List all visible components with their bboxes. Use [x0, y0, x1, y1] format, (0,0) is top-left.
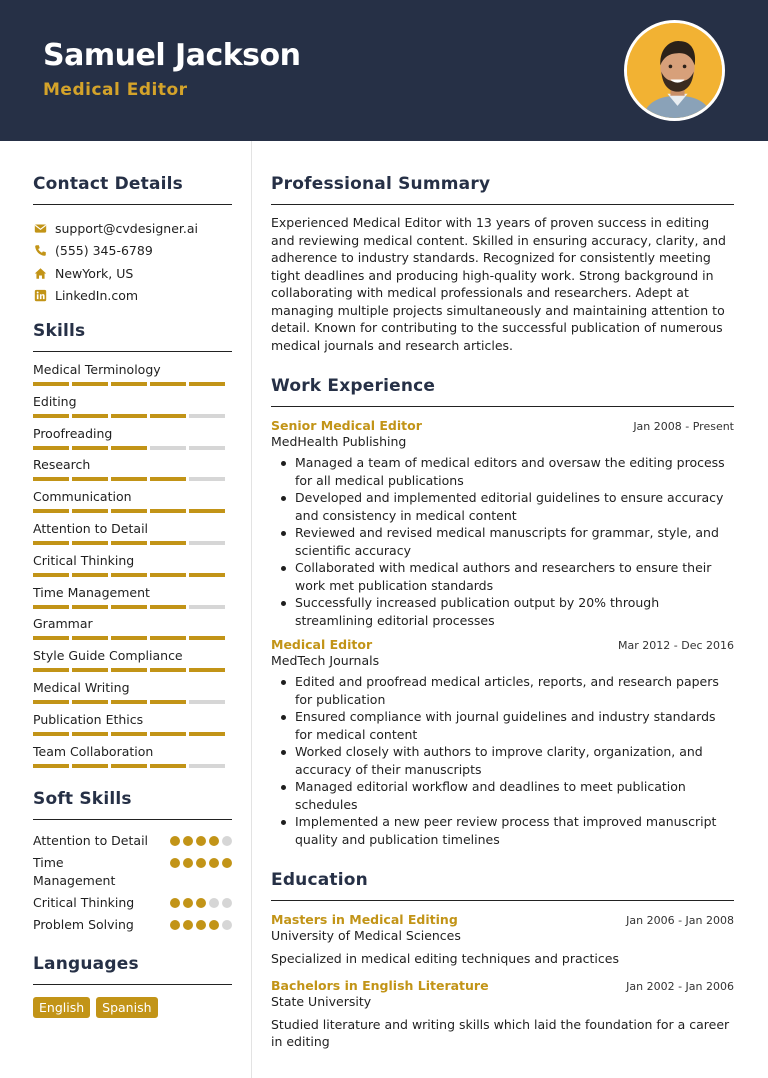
skill-level-segment	[72, 446, 108, 450]
contact-list	[33, 217, 232, 307]
skill-level-segment	[150, 509, 186, 513]
language-badge: English	[33, 997, 90, 1018]
skill-level-segment	[111, 700, 147, 704]
skill-level-segment	[33, 764, 69, 768]
skill-level-segment	[33, 446, 69, 450]
skill-level-segment	[33, 509, 69, 513]
education-description: Specialized in medical editing techniques and practices	[271, 951, 619, 966]
degree-title: Masters in Medical Editing	[271, 912, 458, 927]
skill-level-segment	[33, 668, 69, 672]
education-section-title: Education	[271, 870, 734, 901]
rating-dot	[183, 836, 193, 846]
skill-name: Attention to Detail	[33, 520, 149, 536]
languages-list	[33, 997, 232, 1018]
soft-skill-name: Critical Thinking	[33, 895, 135, 911]
skill-level-segment	[189, 668, 225, 672]
skill-level-segment	[189, 700, 225, 704]
job-bullet: Managed editorial workflow and deadlines to meet publication schedules	[295, 778, 734, 813]
skill-level-segment	[111, 636, 147, 640]
skill-name: Medical Terminology	[33, 362, 161, 377]
job-entry	[271, 637, 734, 848]
skill-item	[33, 362, 232, 394]
skill-level-segment	[150, 732, 186, 736]
skill-level-segment	[189, 764, 225, 768]
rating-dot	[183, 858, 193, 868]
job-bullet: Edited and proofread medical articles, reports, and research papers for publication	[295, 673, 734, 708]
skill-item	[33, 616, 232, 648]
rating-dot	[209, 836, 219, 846]
skill-level-segment	[189, 477, 225, 481]
skill-name: Time Management	[33, 584, 150, 600]
job-bullet: Managed a team of medical editors and oversaw the editing process for all medical publications	[295, 454, 734, 489]
skill-item	[33, 394, 232, 426]
skill-level-segment	[189, 382, 225, 386]
skill-level-segment	[111, 668, 147, 672]
sidebar	[33, 174, 232, 1018]
rating-dot	[209, 858, 219, 868]
skills-section-title: Skills	[33, 321, 232, 352]
skill-level-segment	[189, 573, 225, 577]
contact-phone-text: (555) 345-6789	[55, 243, 153, 259]
contact-location-text: NewYork, US	[55, 265, 134, 281]
skill-name: Proofreading	[33, 425, 113, 441]
skill-item	[33, 489, 232, 521]
skill-name: Grammar	[33, 616, 93, 632]
skill-level-segment	[111, 414, 147, 418]
skill-level-bars	[33, 636, 232, 640]
skill-level-bars	[33, 382, 232, 386]
skill-level-segment	[33, 732, 69, 736]
skill-level-segment	[150, 668, 186, 672]
skill-level-segment	[150, 541, 186, 545]
avatar-portrait-icon	[627, 23, 725, 121]
skill-level-segment	[72, 732, 108, 736]
skill-item	[33, 680, 232, 712]
skill-item	[33, 712, 232, 744]
skill-level-bars	[33, 477, 232, 481]
skill-level-segment	[189, 732, 225, 736]
rating-dot	[170, 898, 180, 908]
skill-level-bars	[33, 446, 232, 450]
skill-level-segment	[111, 732, 147, 736]
skill-level-segment	[111, 477, 147, 481]
skill-item	[33, 426, 232, 458]
experience-section-title: Work Experience	[271, 376, 734, 407]
skill-level-segment	[111, 764, 147, 768]
skill-item	[33, 648, 232, 680]
skill-item	[33, 744, 232, 776]
skill-level-segment	[72, 636, 108, 640]
skill-level-segment	[72, 414, 108, 418]
skill-level-bars	[33, 509, 232, 513]
job-company: MedTech Journals	[271, 653, 380, 668]
skill-level-segment	[33, 636, 69, 640]
home-icon	[33, 266, 47, 280]
skill-level-segment	[189, 541, 225, 545]
skill-level-segment	[150, 414, 186, 418]
skill-level-segment	[111, 382, 147, 386]
soft-skill-name: Time Management	[33, 855, 116, 889]
skill-name: Medical Writing	[33, 679, 130, 695]
skill-level-segment	[72, 541, 108, 545]
soft-skill-name: Attention to Detail	[33, 833, 149, 849]
skill-level-segment	[33, 477, 69, 481]
job-bullet: Implemented a new peer review process that improved manuscript quality and publication timelines	[295, 813, 734, 848]
degree-title: Bachelors in English Literature	[271, 977, 489, 993]
education-date: Jan 2006 - Jan 2008	[626, 914, 734, 927]
soft-skill-rating	[170, 836, 232, 846]
skill-level-segment	[111, 541, 147, 545]
rating-dot	[222, 858, 232, 868]
rating-dot	[196, 858, 206, 868]
contact-location	[33, 262, 232, 285]
skill-level-segment	[189, 446, 225, 450]
skill-name: Research	[33, 457, 91, 473]
rating-dot	[183, 898, 193, 908]
skill-name: Critical Thinking	[33, 552, 135, 568]
skill-level-segment	[150, 446, 186, 450]
skill-level-segment	[111, 509, 147, 513]
job-bullet: Worked closely with authors to improve clarity, organization, and accuracy of their manuscripts	[295, 743, 734, 778]
candidate-role: Medical Editor	[43, 80, 188, 100]
soft-skill-item	[33, 832, 232, 850]
rating-dot	[196, 836, 206, 846]
soft-skill-name: Problem Solving	[33, 917, 134, 933]
skill-level-segment	[33, 605, 69, 609]
skill-name: Publication Ethics	[33, 711, 144, 727]
summary-section-title: Professional Summary	[271, 174, 734, 205]
candidate-name: Samuel Jackson	[43, 38, 301, 73]
skill-level-segment	[150, 636, 186, 640]
linkedin-icon	[33, 289, 47, 303]
skill-level-segment	[150, 382, 186, 386]
school-name: University of Medical Sciences	[271, 928, 461, 943]
rating-dot	[209, 920, 219, 930]
skill-level-segment	[150, 700, 186, 704]
column-divider	[251, 141, 252, 1078]
contact-linkedin-text: LinkedIn.com	[55, 288, 139, 304]
skill-level-segment	[72, 764, 108, 768]
skill-level-segment	[150, 764, 186, 768]
soft-skill-item	[33, 854, 232, 890]
summary-text: Experienced Medical Editor with 13 years of proven success in editing and reviewing medical content. Skilled in ensuring accuracy, clarity, and adherence to industry standards. Recognized for consistently meeting tight deadlines and producing high-quality work. Strong background in collaborating with medical professionals and researchers. Adept at managing multiple projects simultaneously and maintaining attention to detail. Known for contributing to the successful publication of numerous medical journals and research articles.	[271, 215, 726, 353]
rating-dot	[209, 898, 219, 908]
skill-level-bars	[33, 700, 232, 704]
skill-name: Style Guide Compliance	[33, 648, 183, 664]
soft-skills-section-title: Soft Skills	[33, 789, 232, 820]
skill-level-bars	[33, 541, 232, 545]
skill-level-segment	[72, 573, 108, 577]
skill-level-segment	[111, 446, 147, 450]
job-bullet: Reviewed and revised medical manuscripts for grammar, style, and scientific accuracy	[295, 524, 734, 559]
rating-dot	[170, 858, 180, 868]
soft-skills-list	[33, 832, 232, 934]
skill-level-segment	[189, 509, 225, 513]
education-date: Jan 2002 - Jan 2006	[626, 979, 734, 993]
skill-level-segment	[189, 605, 225, 609]
soft-skill-rating	[170, 920, 232, 930]
skill-level-bars	[33, 414, 232, 418]
skills-list	[33, 362, 232, 775]
skill-level-bars	[33, 668, 232, 672]
job-bullet: Successfully increased publication output by 20% through streamlining editorial processes	[295, 594, 734, 629]
contact-linkedin[interactable]	[33, 285, 232, 308]
language-badge: Spanish	[96, 997, 157, 1018]
skill-level-segment	[72, 509, 108, 513]
envelope-icon	[33, 221, 47, 235]
rating-dot	[183, 920, 193, 930]
skill-item	[33, 585, 232, 617]
skill-level-segment	[189, 636, 225, 640]
languages-section-title: Languages	[33, 954, 232, 985]
contact-section-title: Contact Details	[33, 174, 232, 205]
skill-level-segment	[150, 605, 186, 609]
job-title: Medical Editor	[271, 637, 373, 652]
soft-skill-item	[33, 894, 232, 912]
skill-level-segment	[33, 382, 69, 386]
skill-name: Communication	[33, 489, 132, 505]
school-name: State University	[271, 993, 372, 1009]
skill-level-segment	[72, 382, 108, 386]
skill-level-segment	[150, 573, 186, 577]
job-date: Mar 2012 - Dec 2016	[618, 639, 734, 652]
resume-header	[0, 0, 768, 141]
rating-dot	[222, 898, 232, 908]
job-bullet: Ensured compliance with journal guidelines and industry standards for medical content	[295, 708, 734, 743]
rating-dot	[196, 920, 206, 930]
job-bullet: Developed and implemented editorial guidelines to ensure accuracy and consistency in medical content	[295, 489, 734, 524]
job-bullet: Collaborated with medical authors and researchers to ensure their work met publication standards	[295, 559, 734, 594]
soft-skill-item	[33, 916, 232, 934]
skill-level-segment	[72, 700, 108, 704]
job-bullets	[271, 673, 734, 848]
skill-level-bars	[33, 732, 232, 736]
skill-name: Team Collaboration	[33, 743, 154, 759]
skill-level-bars	[33, 605, 232, 609]
skill-level-bars	[33, 764, 232, 768]
main-content	[271, 174, 734, 1051]
skill-item	[33, 521, 232, 553]
skill-level-segment	[33, 573, 69, 577]
soft-skill-rating	[170, 858, 232, 868]
contact-phone[interactable]	[33, 240, 232, 263]
rating-dot	[170, 836, 180, 846]
skill-level-segment	[33, 700, 69, 704]
job-company: MedHealth Publishing	[271, 434, 407, 449]
skill-level-segment	[72, 605, 108, 609]
skill-level-segment	[189, 414, 225, 418]
skill-level-bars	[33, 573, 232, 577]
job-title: Senior Medical Editor	[271, 418, 422, 433]
rating-dot	[170, 920, 180, 930]
skill-level-segment	[150, 477, 186, 481]
contact-email-text: support@cvdesigner.ai	[55, 220, 199, 236]
skill-name: Editing	[33, 393, 77, 409]
job-date: Jan 2008 - Present	[633, 420, 734, 433]
job-bullets	[271, 454, 734, 629]
phone-icon	[33, 244, 47, 258]
contact-email[interactable]	[33, 217, 232, 240]
skill-level-segment	[72, 477, 108, 481]
education-description: Studied literature and writing skills which laid the foundation for a career in editing	[271, 1016, 730, 1049]
soft-skill-rating	[170, 898, 232, 908]
education-entry	[271, 912, 734, 968]
skill-level-segment	[33, 541, 69, 545]
profile-photo	[624, 20, 725, 121]
education-entry	[271, 978, 734, 1051]
skill-level-segment	[33, 414, 69, 418]
job-entry	[271, 418, 734, 629]
rating-dot	[196, 898, 206, 908]
skill-level-segment	[72, 668, 108, 672]
skill-level-segment	[111, 573, 147, 577]
skill-item	[33, 457, 232, 489]
skill-item	[33, 553, 232, 585]
rating-dot	[222, 920, 232, 930]
skill-level-segment	[111, 605, 147, 609]
rating-dot	[222, 836, 232, 846]
